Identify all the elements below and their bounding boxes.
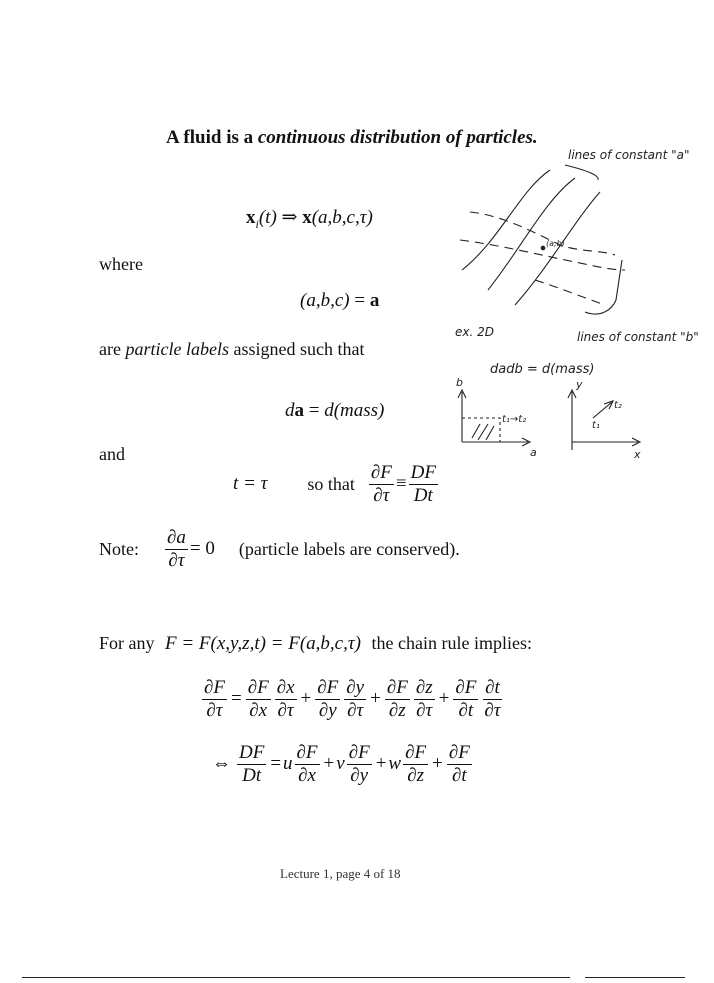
axis-y-label: y: [576, 378, 583, 391]
for-any-line: [99, 633, 532, 655]
title-prefix: A fluid is a: [166, 127, 258, 148]
dadb-label: dadb = d(mass): [490, 362, 595, 377]
t12-label: t₁→t₂: [502, 414, 527, 425]
time-equation: [233, 462, 440, 507]
mass-differential: d(mass): [324, 400, 385, 421]
note-line: [99, 527, 460, 572]
mapping-equation: [246, 206, 373, 232]
note-label: Note:: [99, 538, 139, 559]
axis-b-label: b: [456, 376, 463, 389]
page-footer: Lecture 1, page 4 of 18: [280, 866, 401, 881]
equiv-sign: ≡: [395, 473, 407, 495]
for-any-pre: For any: [99, 633, 155, 653]
chain-rule-text: the chain rule implies:: [371, 633, 532, 653]
label-vector: a: [369, 290, 380, 311]
labels-emphasis: particle labels: [125, 339, 229, 359]
function-definition: F = F(x,y,z,t) = F(a,b,c,τ): [165, 633, 361, 654]
bottom-rule-right: [585, 977, 685, 978]
so-that-text: so that: [307, 473, 355, 494]
labels-line: [99, 339, 364, 360]
lines-constant-b-label: lines of constant "b": [577, 330, 699, 344]
label-a: a: [294, 400, 304, 421]
implies-arrow: ⇒: [281, 207, 298, 228]
x-vector: x: [246, 207, 256, 228]
material-derivative-equation: ⇔ $\frac{DF}{Dt}$ = u $\frac{\partial F}{\partial x}$ + v $\frac{\partial F}{\partial y}$ + w $\frac{\partial F}{\partial z}$ + $\frac{\partial F}{\partial t}$: [212, 742, 470, 786]
label-equation: [300, 290, 379, 312]
axis-x-label: x: [634, 448, 641, 461]
label-derivative: $\frac{\partial a}{\partial\tau}$: [167, 527, 186, 571]
point-label: (a,b): [546, 239, 565, 248]
equals-sign: =: [308, 400, 320, 421]
label-tuple: (a,b,c): [300, 290, 350, 311]
equals-sign: =: [354, 290, 366, 311]
bottom-rule-left: [22, 977, 570, 978]
equals-zero: = 0: [189, 538, 215, 560]
time-arg: (t): [258, 207, 277, 228]
t2-label: t₂: [614, 400, 622, 411]
labels-post: assigned such that: [228, 339, 365, 359]
and-text: and: [99, 444, 125, 464]
iff-arrow: ⇔: [212, 753, 231, 775]
labels-pre: are: [99, 339, 126, 359]
differential-d: d: [285, 400, 295, 421]
lines-constant-a-label: lines of constant "a": [568, 148, 690, 162]
time-identity: t = τ: [233, 473, 268, 495]
partial-fraction: $\frac{\partial F}{\partial\tau}$: [370, 462, 392, 506]
page-title: [166, 127, 538, 149]
t1-label: t₁: [592, 420, 600, 431]
where-text: where: [99, 254, 143, 274]
label-args: (a,b,c,τ): [311, 207, 373, 228]
chain-rule-equation: $\frac{\partial F}{\partial\tau}$ = $\frac{\partial F}{\partial x}$ $\frac{\partial x}{\partial\tau}$ + $\frac{\partial F}{\partial y}$ $\frac{\partial y}{\partial\tau}$ + $\frac{\partial F}{\partial z}$ $\frac{\partial z}{\partial\tau}$ + $\frac{\partial F}{\partial t}$ $\frac{\partial t}{\partial\tau}$: [204, 677, 501, 721]
axis-a-label: a: [530, 446, 537, 459]
mass-equation: [285, 400, 384, 422]
title-emphasis: continuous distribution of particles.: [257, 127, 538, 148]
material-fraction: $\frac{DF}{Dt}$: [410, 462, 436, 506]
index-i: i: [255, 216, 259, 231]
x-vector-rhs: x: [302, 207, 312, 228]
note-text: (particle labels are conserved).: [238, 538, 460, 559]
lhs-fraction: $\frac{\partial F}{\partial\tau}$: [204, 677, 225, 721]
example-label: ex. 2D: [455, 325, 494, 339]
